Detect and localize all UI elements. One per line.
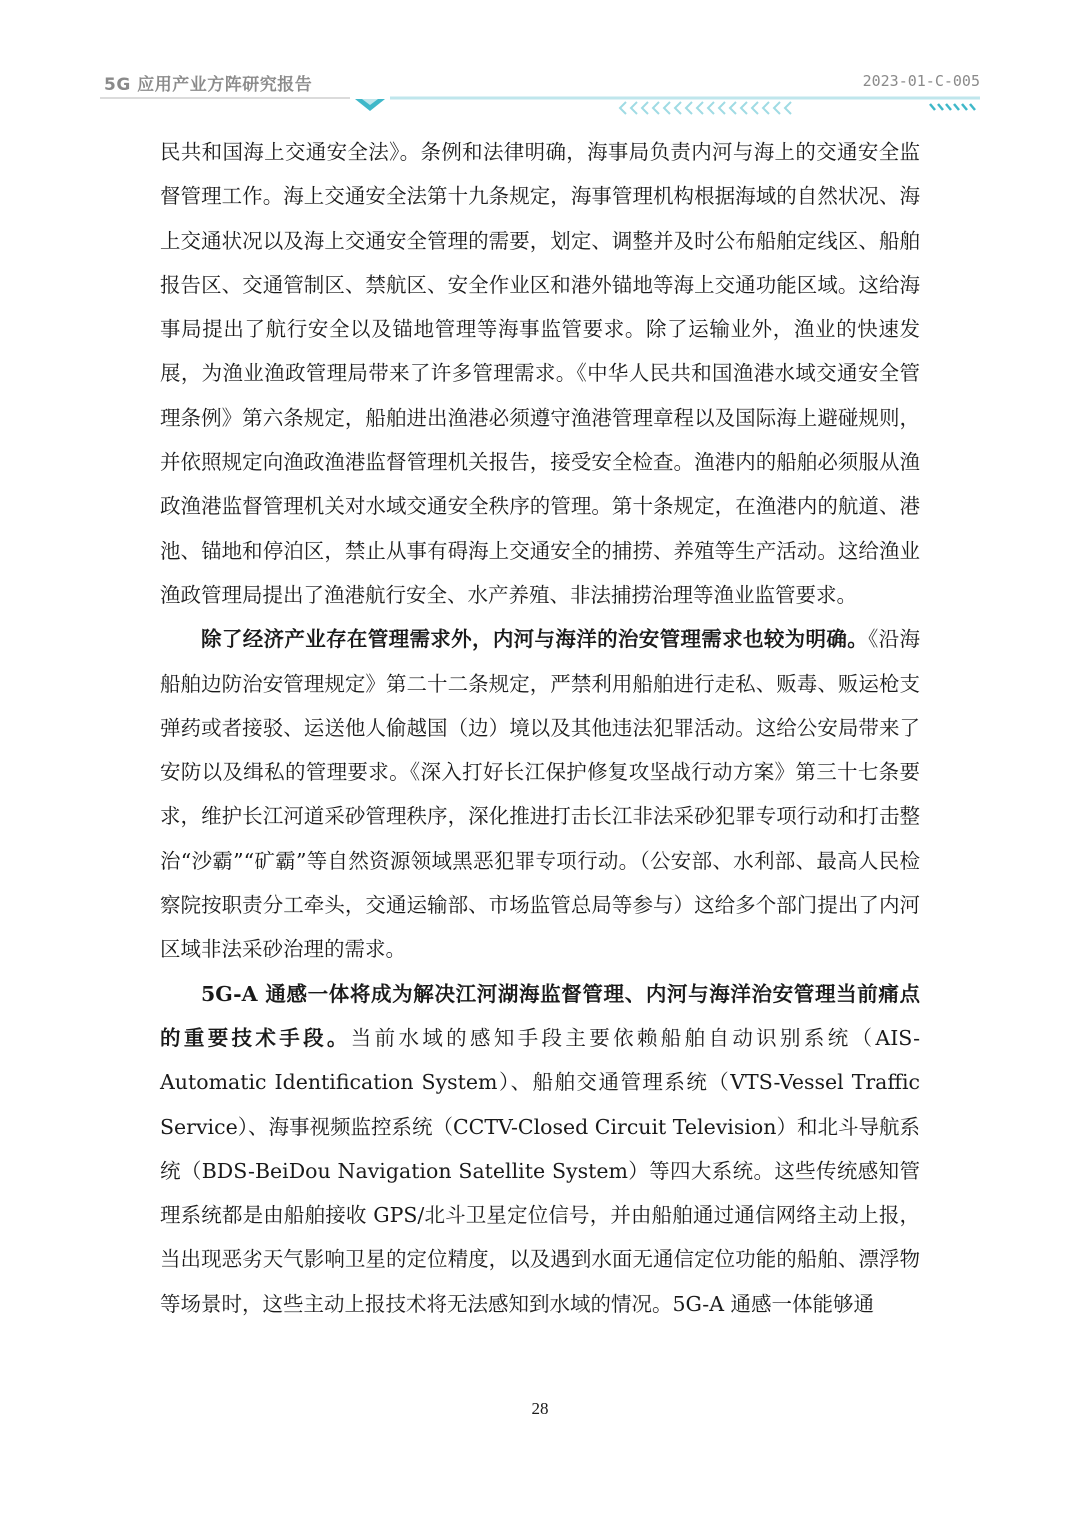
header-decoration: [100, 94, 980, 122]
paragraph-1-body: 民共和国海上交通安全法》。条例和法律明确，海事局负责内河与海上的交通安全监督管理工作。海上交通安全法第十九条规定，海事管理机构根据海域的自然状况、海上交通状况以及海上交通安全管理的需要，划定、调整并及时公布船舶定线区、船舶报告区、交通管制区、禁航区、安全作业区和港外锚地等海上交通功能区域。这给海事局提出了航行安全以及锚地管理等海事监管要求。除了运输业外，渔业的快速发展，为渔业渔政管理局带来了许多管理需求。《中华人民共和国渔港水域交通安全管理条例》第六条规定，船舶进出渔港必须遵守渔港管理章程以及国际海上避碰规则，并依照规定向渔政渔港监督管理机关报告，接受安全检查。渔港内的船舶必须服从渔政渔港监督管理机关对水域交通安全秩序的管理。第十条规定，在渔港内的航道、港池、锚地和停泊区，禁止从事有碍海上交通安全的捕捞、养殖等生产活动。这给渔业渔政管理局提出了渔港航行安全、水产养殖、非法捕捞治理等渔业监管要求。: [160, 140, 920, 607]
header-chevron: [763, 102, 769, 114]
header-chevron: [686, 102, 692, 114]
paragraph-2-lead: 除了经济产业存在管理需求外，内河与海洋的治安管理需求也较为明确。: [201, 627, 869, 652]
header-slash: [970, 104, 975, 110]
header-chevron: [664, 102, 670, 114]
paragraph-3: [160, 972, 920, 1326]
header-slash: [930, 104, 935, 110]
header-chevron: [642, 102, 648, 114]
paragraph-3-lead: 5G-A 通感一体将成为解决江河湖海监督管理、内河与海洋治安管理当前痛点的重要技术手段。: [160, 981, 920, 1050]
paragraph-3-body: 当前水域的感知手段主要依赖船舶自动识别系统（AIS-Automatic Identification System）、船舶交通管理系统（VTS-Vessel Traffic Service）、海事视频监控系统（CCTV-Closed Circuit Television）和北斗导航系统（BDS-BeiDou Navigation Satellite System）等四大系统。这些传统感知管理系统都是由船舶接收 GPS/北斗卫星定位信号，并由船舶通过通信网络主动上报，当出现恶劣天气影响卫星的定位精度，以及遇到水面无通信定位功能的船舶、漂浮物等场景时，这些主动上报技术将无法感知到水域的情况。5G-A 通感一体能够通: [160, 1025, 921, 1316]
header-chevron: [730, 102, 736, 114]
header-report-title: 5G 应用产业方阵研究报告: [104, 75, 313, 95]
header-slash: [962, 104, 967, 110]
header-slash: [938, 104, 943, 110]
header-chevron: [752, 102, 758, 114]
header-chevron: [653, 102, 659, 114]
header-chevron: [785, 102, 791, 114]
header-chevron: [620, 102, 626, 114]
paragraph-2-body: 《沿海船舶边防治安管理规定》第二十二条规定，严禁利用船舶进行走私、贩毒、贩运枪支弹药或者接驳、运送他人偷越国（边）境以及其他违法犯罪活动。这给公安局带来了安防以及缉私的管理要求。《深入打好长江保护修复攻坚战行动方案》第三十七条要求，维护长江河道采砂管理秩序，深化推进打击长江非法采砂犯罪专项行动和打击整治“沙霸”“矿霸”等自然资源领域黑恶犯罪专项行动。（公安部、水利部、最高人民检察院按职责分工牵头，交通运输部、市场监管总局等参与）这给多个部门提出了内河区域非法采砂治理的需求。: [160, 627, 921, 962]
header-slash: [946, 104, 951, 110]
header-chevron: [675, 102, 681, 114]
header-chevron: [631, 102, 637, 114]
header-slashes: [930, 104, 975, 110]
document-body: [160, 130, 920, 1326]
header-chevron: [741, 102, 747, 114]
header-chevron: [719, 102, 725, 114]
header-chevron: [774, 102, 780, 114]
header-slash: [954, 104, 959, 110]
header-doc-code: 2023-01-C-005: [862, 72, 980, 90]
paragraph-1: [160, 130, 920, 617]
header-chevrons: [620, 102, 791, 114]
header-chevron: [697, 102, 703, 114]
header-chevron: [708, 102, 714, 114]
page-number: 28: [531, 1399, 549, 1418]
paragraph-2: [160, 617, 920, 971]
